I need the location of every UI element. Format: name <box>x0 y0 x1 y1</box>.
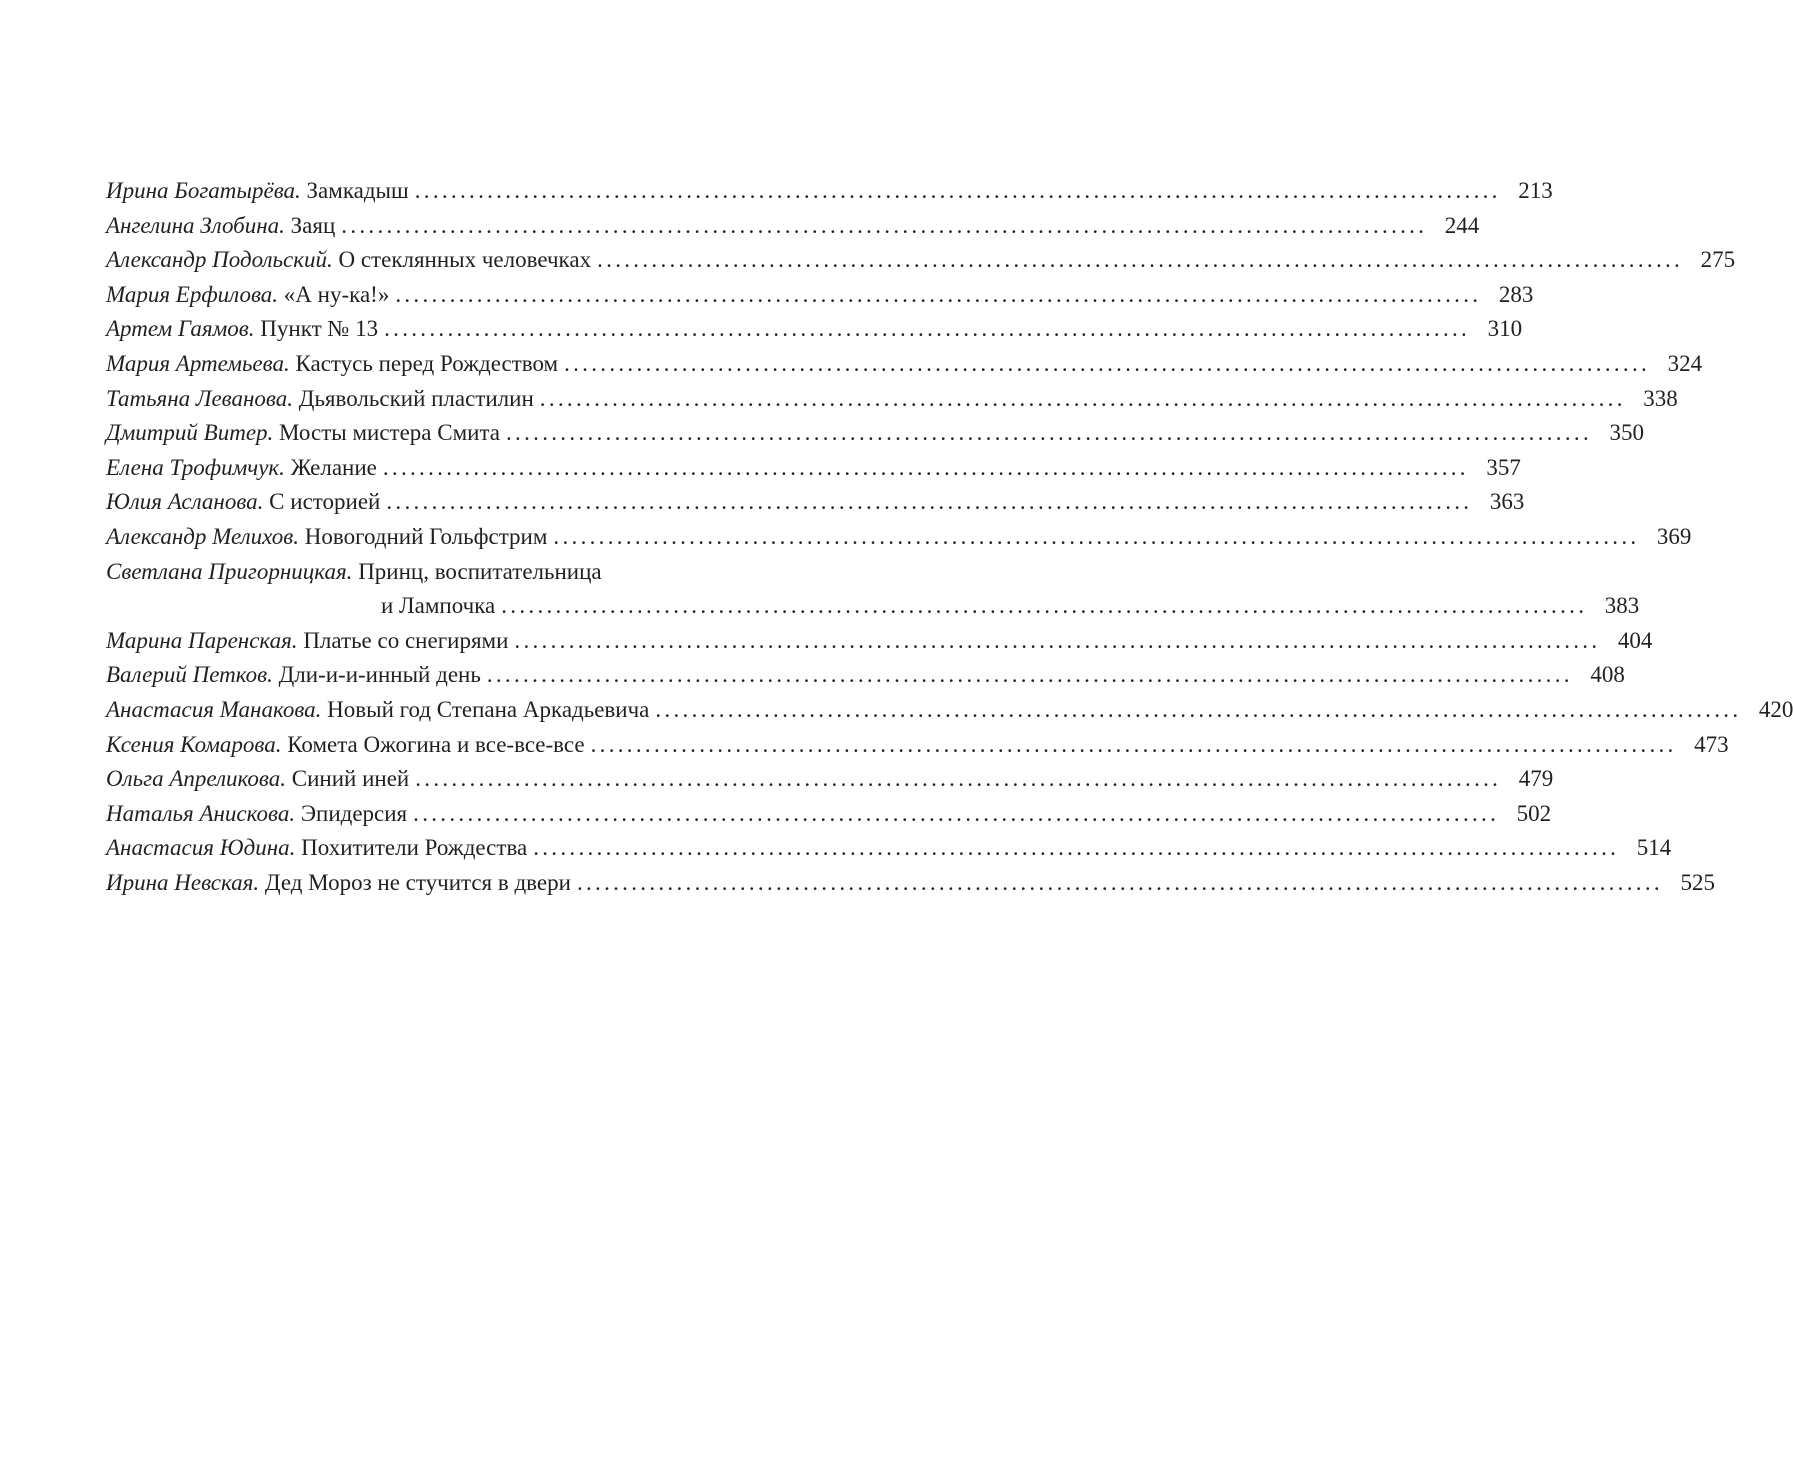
toc-entry[interactable] <box>106 831 1672 866</box>
dot-leader: ........................................................................................................................ <box>533 835 1620 861</box>
dot-leader: ........................................................................................................................ <box>414 178 1501 203</box>
dot-leader: ........................................................................................................................ <box>386 489 1473 515</box>
toc-entry[interactable] <box>106 451 1521 486</box>
entry-title: Похитители Рождества <box>301 835 528 861</box>
entry-text <box>106 416 500 451</box>
toc-entry[interactable] <box>106 278 1534 313</box>
entry-author: Мария Ерфилова. <box>106 281 279 307</box>
entry-page-number: 525 <box>1680 869 1715 895</box>
entry-author: Мария Артемьева. <box>106 350 290 376</box>
entry-title: Новый год Степана Аркадьевича <box>327 696 650 722</box>
toc-entry-continuation[interactable] <box>106 589 1640 624</box>
entry-title: Комета Ожогина и все-все-все <box>287 731 585 757</box>
entry-page-number: 338 <box>1643 385 1678 411</box>
entry-author: Татьяна Леванова. <box>106 385 293 411</box>
entry-author: Дмитрий Витер. <box>106 420 274 446</box>
entry-page-number: 420 <box>1758 696 1793 722</box>
toc-entry[interactable] <box>106 658 1625 693</box>
entry-text <box>106 831 527 866</box>
entry-page-number: 350 <box>1609 420 1644 446</box>
entry-page-number: 213 <box>1518 178 1553 203</box>
entry-author: Юлия Асланова. <box>106 489 264 515</box>
entry-page-number: 404 <box>1617 627 1653 653</box>
dot-leader: ........................................................................................................................ <box>341 212 1428 238</box>
toc-entry[interactable] <box>106 520 1692 555</box>
toc-entry[interactable] <box>106 485 1525 520</box>
toc-entry[interactable] <box>106 416 1644 451</box>
dot-leader: ........................................................................................................................ <box>539 385 1626 411</box>
entry-title: О стеклянных человечках <box>338 247 592 273</box>
dot-leader: ........................................................................................................................ <box>501 593 1588 619</box>
entry-page-number: 324 <box>1667 350 1703 376</box>
entry-page-number: 363 <box>1489 489 1525 515</box>
toc-entry[interactable] <box>106 762 1554 797</box>
entry-author: Ирина Невская. <box>106 869 260 895</box>
entry-page-number: 357 <box>1486 454 1521 480</box>
entry-text <box>106 797 407 832</box>
dot-leader: ........................................................................................................................ <box>597 247 1684 273</box>
entry-page-number: 244 <box>1444 212 1480 238</box>
entry-page-number: 514 <box>1636 835 1672 861</box>
entry-page-number: 310 <box>1487 316 1523 342</box>
dot-leader: ........................................................................................................................ <box>382 454 1469 480</box>
entry-page-number: 502 <box>1516 800 1552 826</box>
toc-entry[interactable] <box>106 243 1736 278</box>
entry-title: Мосты мистера Смита <box>279 420 500 446</box>
entry-title: Эпидерсия <box>300 800 408 826</box>
toc-entry[interactable] <box>106 209 1480 244</box>
dot-leader: ........................................................................................................................ <box>413 800 1500 826</box>
entry-author: Наталья Анискова. <box>106 800 296 826</box>
entry-text <box>106 278 389 313</box>
entry-page-number: 275 <box>1700 247 1736 273</box>
entry-author: Анастасия Юдина. <box>106 835 296 861</box>
entry-title: «А ну-ка!» <box>283 281 390 307</box>
entry-page-number: 383 <box>1604 593 1640 619</box>
entry-title: Заяц <box>290 212 336 238</box>
dot-leader: ........................................................................................................................ <box>395 281 1482 307</box>
table-of-contents <box>106 174 1793 900</box>
entry-author: Светлана Пригорницкая. <box>106 558 353 584</box>
entry-text <box>106 174 409 209</box>
toc-entry[interactable] <box>106 555 806 590</box>
entry-title: Пункт № 13 <box>260 316 379 342</box>
entry-page-number: 283 <box>1498 281 1534 307</box>
entry-page-number: 479 <box>1518 766 1554 792</box>
entry-text <box>106 693 649 728</box>
entry-title: Дли-и-и-инный день <box>278 662 481 688</box>
entry-text <box>106 243 591 278</box>
entry-author: Ольга Апреликова. <box>106 766 287 792</box>
entry-author: Ирина Богатырёва. <box>106 178 301 203</box>
entry-author: Артем Гаямов. <box>106 316 255 342</box>
entry-page-number: 369 <box>1656 523 1692 549</box>
entry-text <box>106 589 495 624</box>
toc-entry[interactable] <box>106 174 1553 209</box>
entry-title: Платье со снегирями <box>303 627 509 653</box>
entry-page-number: 408 <box>1590 662 1625 688</box>
entry-text <box>106 866 571 901</box>
entry-title: С историей <box>269 489 381 515</box>
entry-author: Ксения Комарова. <box>106 731 282 757</box>
entry-author: Марина Паренская. <box>106 627 298 653</box>
dot-leader: ........................................................................................................................ <box>655 696 1742 722</box>
entry-title: Желание <box>290 454 377 480</box>
dot-leader: ........................................................................................................................ <box>514 627 1601 653</box>
toc-entry[interactable] <box>106 693 1793 728</box>
entry-text <box>106 382 534 417</box>
entry-text <box>106 451 377 486</box>
toc-entry[interactable] <box>106 624 1653 659</box>
dot-leader: ........................................................................................................................ <box>506 420 1592 446</box>
entry-text <box>106 520 547 555</box>
entry-text <box>106 762 409 797</box>
entry-page-number: 473 <box>1694 731 1729 757</box>
entry-text <box>106 312 378 347</box>
toc-entry[interactable] <box>106 382 1678 417</box>
entry-title: Замкадыш <box>306 178 409 203</box>
dot-leader: ........................................................................................................................ <box>564 350 1651 376</box>
entry-text <box>106 555 602 590</box>
entry-title: Новогодний Гольфстрим <box>304 523 548 549</box>
toc-entry[interactable] <box>106 312 1523 347</box>
toc-entry[interactable] <box>106 347 1703 382</box>
entry-text <box>106 658 481 693</box>
entry-text <box>106 485 380 520</box>
entry-title: и Лампочка <box>381 593 496 619</box>
entry-title: Принц, воспитательница <box>358 558 602 584</box>
entry-author: Елена Трофимчук. <box>106 454 285 480</box>
entry-author: Ангелина Злобина. <box>106 212 285 238</box>
entry-text <box>106 728 585 763</box>
entry-title: Дед Мороз не стучится в двери <box>264 869 571 895</box>
toc-entry[interactable] <box>106 797 1552 832</box>
entry-author: Александр Подольский. <box>106 247 333 273</box>
entry-title: Дьявольский пластилин <box>298 385 534 411</box>
toc-entry[interactable] <box>106 866 1715 901</box>
entry-text <box>106 624 508 659</box>
dot-leader: ........................................................................................................................ <box>486 662 1573 688</box>
entry-text <box>106 209 335 244</box>
dot-leader: ........................................................................................................................ <box>384 316 1471 342</box>
entry-author: Анастасия Манакова. <box>106 696 322 722</box>
dot-leader: ........................................................................................................................ <box>415 766 1502 792</box>
toc-entry[interactable] <box>106 728 1729 763</box>
entry-author: Валерий Петков. <box>106 662 273 688</box>
dot-leader: ........................................................................................................................ <box>576 869 1663 895</box>
entry-title: Кастусь перед Рождеством <box>295 350 559 376</box>
entry-author: Александр Мелихов. <box>106 523 300 549</box>
entry-text <box>106 347 558 382</box>
dot-leader: ........................................................................................................................ <box>553 523 1640 549</box>
entry-title: Синий иней <box>291 766 410 792</box>
dot-leader: ........................................................................................................................ <box>590 731 1677 757</box>
